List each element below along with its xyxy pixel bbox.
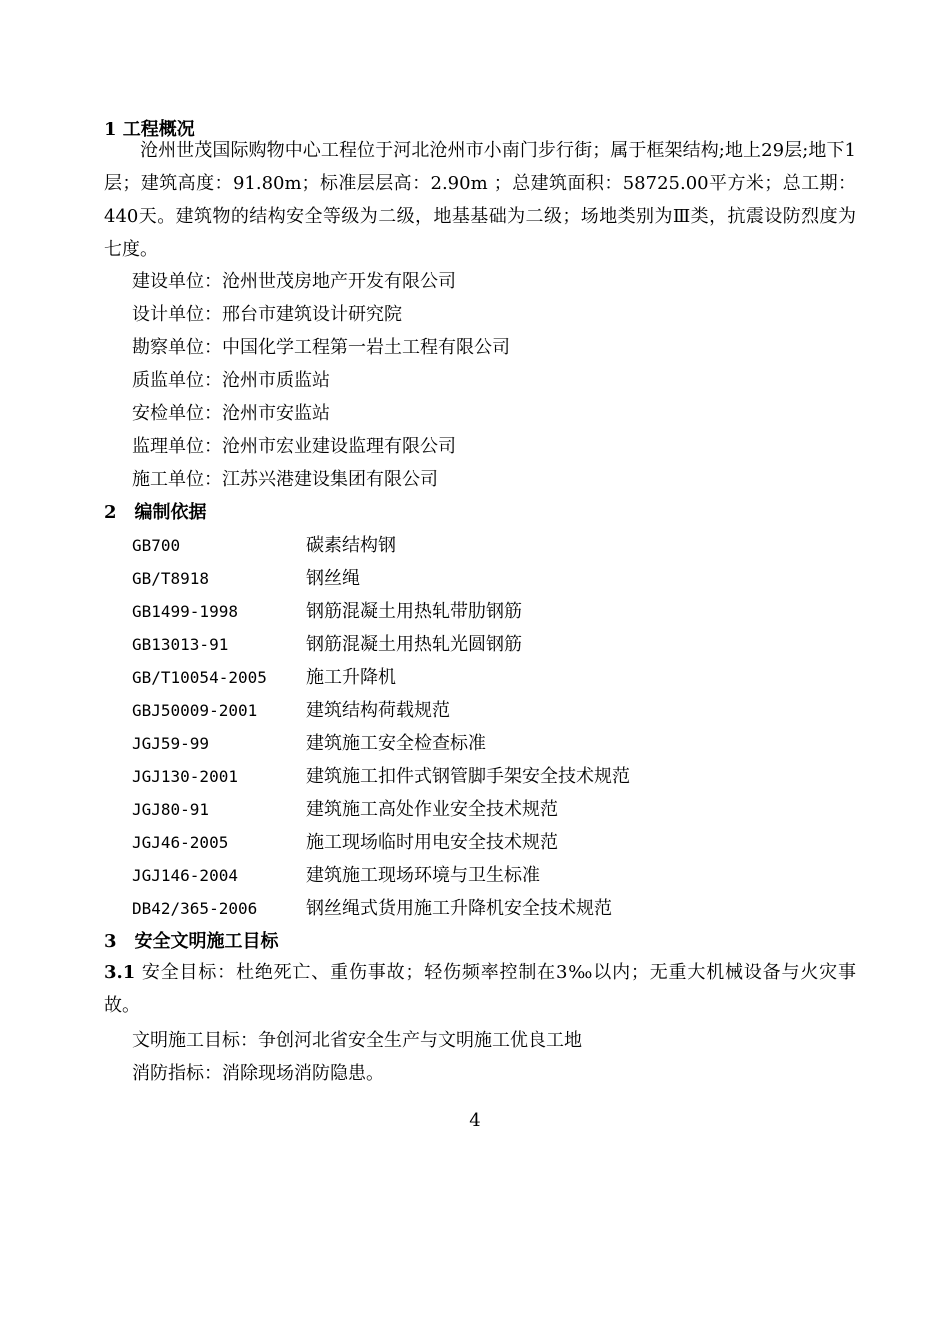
standard-name: 建筑施工现场环境与卫生标准 <box>306 865 540 886</box>
standard-code: GB/T8918 <box>132 569 210 588</box>
standard-name: 建筑结构荷载规范 <box>306 700 450 721</box>
unit-design: 设计单位：邢台市建筑设计研究院 <box>132 304 402 325</box>
standard-name: 钢筋混凝土用热轧带肋钢筋 <box>306 601 522 622</box>
unit-supervision: 监理单位：沧州市宏业建设监理有限公司 <box>132 436 456 457</box>
safety-goal-paragraph <box>104 956 856 1022</box>
unit-survey: 勘察单位：中国化学工程第一岩土工程有限公司 <box>132 337 510 358</box>
page-number: 4 <box>469 1110 481 1131</box>
standard-code: GBJ50009-2001 <box>132 701 258 720</box>
standard-code: GB700 <box>132 536 181 555</box>
standard-name: 施工升降机 <box>306 667 396 688</box>
standard-name: 建筑施工扣件式钢管脚手架安全技术规范 <box>306 766 630 787</box>
standard-name: 建筑施工高处作业安全技术规范 <box>306 799 558 820</box>
unit-construction-owner: 建设单位：沧州世茂房地产开发有限公司 <box>132 271 456 292</box>
standard-code: DB42/365-2006 <box>132 899 258 918</box>
standard-code: JGJ80-91 <box>132 800 210 819</box>
standard-code: JGJ59-99 <box>132 734 210 753</box>
standard-code: JGJ46-2005 <box>132 833 229 852</box>
standard-code: GB13013-91 <box>132 635 229 654</box>
standard-code: JGJ146-2004 <box>132 866 238 885</box>
unit-quality-supervision: 质监单位：沧州市质监站 <box>132 370 330 391</box>
project-overview-paragraph: 沧州世茂国际购物中心工程位于河北沧州市小南门步行街；属于框架结构;地上29层;地下1层；建筑高度：91.80m；标准层层高：2.90m ；总建筑面积：58725.00平方米；总工期：440天。建筑物的结构安全等级为二级，地基基础为二级；场地类别为Ⅲ类，抗震设防烈度为七度。 <box>104 140 856 260</box>
standard-name: 钢丝绳 <box>306 568 360 589</box>
standard-name: 施工现场临时用电安全技术规范 <box>306 832 558 853</box>
civil-construction-goal: 文明施工目标：争创河北省安全生产与文明施工优良工地 <box>132 1030 582 1051</box>
section-1-heading: 1 工程概况 <box>104 119 195 140</box>
standard-code: JGJ130-2001 <box>132 767 238 786</box>
unit-safety-inspection: 安检单位：沧州市安监站 <box>132 403 330 424</box>
fire-protection-goal: 消防指标：消除现场消防隐患。 <box>132 1063 384 1084</box>
standard-code: GB1499-1998 <box>132 602 238 621</box>
standard-name: 碳素结构钢 <box>306 535 396 556</box>
standard-name: 钢丝绳式货用施工升降机安全技术规范 <box>306 898 612 919</box>
section-3-heading: 3 安全文明施工目标 <box>104 931 279 952</box>
standard-name: 钢筋混凝土用热轧光圆钢筋 <box>306 634 522 655</box>
standard-name: 建筑施工安全检查标准 <box>306 733 486 754</box>
unit-contractor: 施工单位：江苏兴港建设集团有限公司 <box>132 469 438 490</box>
subsection-number: 3.1 <box>104 962 136 983</box>
section-2-heading: 2 编制依据 <box>104 502 207 523</box>
standard-code: GB/T10054-2005 <box>132 668 267 687</box>
safety-goal-text: 安全目标：杜绝死亡、重伤事故；轻伤频率控制在3‰以内；无重大机械设备与火灾事故。 <box>104 962 856 1016</box>
